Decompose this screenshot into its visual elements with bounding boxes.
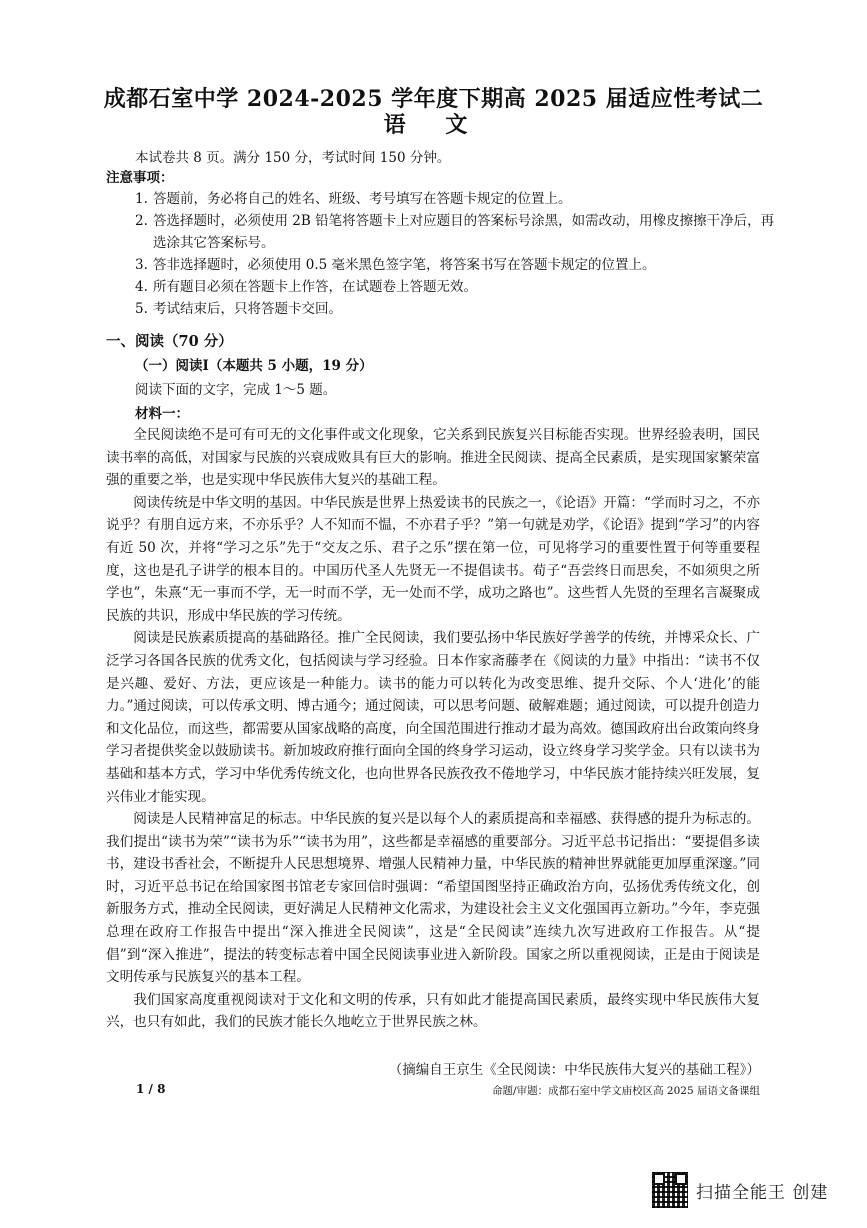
reading-instruction: 阅读下面的文字，完成 1～5 题。 xyxy=(135,382,337,398)
material-paragraph: 阅读是民族素质提高的基础路径。推广全民阅读，我们要弘扬中华民族好学善学的传统，并博采众长、广泛学习各国各民族的优秀文化，包括阅读与学习经验。日本作家斋藤孝在《阅读的力量》中指出：“读书不仅是兴趣、爱好、方法，更应该是一种能力。读书的能力可以转化为改变思维、提升交际、个人‘进化’的能力。”通过阅读，可以传承文明、博古通今；通过阅读，可以思考问题、破解难题；通过阅读，可以提升创造力和文化品位，而这些，都需要从国家战略的高度，向全国范围进行推动才最为高效。德国政府出台政策向终身学习者提供奖金以鼓励读书。新加坡政府推行面向全国的终身学习运动，设立终身学习奖学金。只有以读书为基础和基本方式，学习中华优秀传统文化，也向世界各民族孜孜不倦地学习，中华民族才能持续兴旺发展，复兴伟业才能实现。 xyxy=(106,630,760,805)
notice-item xyxy=(135,188,775,210)
notice-item xyxy=(135,210,775,254)
notice-heading: 注意事项： xyxy=(106,170,174,186)
notice-number: 5. xyxy=(135,301,148,317)
notice-number: 1. xyxy=(135,191,148,207)
material-label: 材料一： xyxy=(135,406,189,422)
material-paragraph: 全民阅读绝不是可有可无的文化事件或文化现象，它关系到民族复兴目标能否实现。世界经验表明，国民读书率的高低，对国家与民族的兴衰成败具有巨大的影响。推进全民阅读、提高全民素质，是实现国家繁荣富强的重要之举，也是实现中华民族伟大复兴的基础工程。 xyxy=(106,427,760,489)
notice-number: 2. xyxy=(135,213,148,229)
notice-item xyxy=(135,298,775,320)
exam-meta: 本试卷共 8 页。满分 150 分，考试时间 150 分钟。 xyxy=(135,150,451,166)
notice-text: 所有题目必须在答题卡上作答，在试题卷上答题无效。 xyxy=(153,279,477,295)
subsection-heading: （一）阅读Ⅰ（本题共 5 小题，19 分） xyxy=(135,358,373,374)
material-paragraph: 阅读是人民精神富足的标志。中华民族的复兴是以每个人的素质提高和幸福感、获得感的提升为标志的。我们提出“读书为荣”“读书为乐”“读书为用”，这些都是幸福感的重要部分。习近平总书记指出：“要提倡多读书，建设书香社会，不断提升人民思想境界、增强人民精神力量，中华民族的精神世界就能更加厚重深邃。”同时，习近平总书记在给国家图书馆老专家回信时强调：“希望国图坚持正确政治方向，弘扬优秀传统文化，创新服务方式，推动全民阅读，更好满足人民精神文化需求，为建设社会主义文化强国再立新功。”今年，李克强总理在政府工作报告中提出“深入推进全民阅读”，这是“全民阅读”连续九次写进政府工作报告。从“提倡”到“深入推进”，提法的转变标志着中国全民阅读事业进入新阶段。国家之所以重视阅读，正是由于阅读是文明传承与民族复兴的基本工程。 xyxy=(106,811,760,986)
material-paragraph: 我们国家高度重视阅读对于文化和文明的传承，只有如此才能提高国民素质，最终实现中华民族伟大复兴，也只有如此，我们的民族才能长久地屹立于世界民族之林。 xyxy=(106,991,760,1031)
notice-text: 答选择题时，必须使用 2B 铅笔将答题卡上对应题目的答案标号涂黑，如需改动，用橡皮擦擦干净后，再选涂其它答案标号。 xyxy=(153,213,775,251)
notice-number: 3. xyxy=(135,257,148,273)
material-body xyxy=(106,424,760,1034)
notice-text: 考试结束后，只将答题卡交回。 xyxy=(153,301,342,317)
notice-item xyxy=(135,276,775,298)
footer-credit: 命题/审题：成都石室中学文庙校区高 2025 届语文备课组 xyxy=(492,1085,760,1097)
material-source: （摘编自王京生《全民阅读：中华民族伟大复兴的基础工程》） xyxy=(388,1062,760,1078)
page-number: 1 / 8 xyxy=(136,1082,166,1096)
notice-text: 答非选择题时，必须使用 0.5 毫米黑色签字笔，将答案书写在答题卡规定的位置上。 xyxy=(153,257,656,273)
notice-list xyxy=(135,188,775,320)
section-heading: 一、阅读（70 分） xyxy=(106,333,233,350)
scanner-watermark xyxy=(652,1172,828,1208)
watermark-text: 扫描全能王 创建 xyxy=(696,1182,829,1203)
notice-text: 答题前，务必将自己的姓名、班级、考号填写在答题卡规定的位置上。 xyxy=(153,191,572,207)
notice-item xyxy=(135,254,775,276)
qr-code-icon xyxy=(652,1172,688,1208)
notice-number: 4. xyxy=(135,279,148,295)
subject-title: 语 文 xyxy=(383,112,484,138)
material-paragraph: 阅读传统是中华文明的基因。中华民族是世界上热爱读书的民族之一，《论语》开篇：“学而时习之，不亦说乎？有朋自远方来，不亦乐乎？人不知而不愠，不亦君子乎？”第一句就是劝学，《论语》提到“学习”的内容有近 50 次，并将“学习之乐”先于“交友之乐、君子之乐”摆在第一位，可见将学习的重要性置于何等重要程度，这也是孔子讲学的根本目的。中国历代圣人先贤无一不提倡读书。荀子“吾尝终日而思矣，不如须臾之所学也”，朱熹“无一事而不学，无一时而不学，无一处而不学，成功之路也”。这些哲人先贤的至理名言凝聚成民族的共识，形成中华民族的学习传统。 xyxy=(106,494,760,624)
exam-title: 成都石室中学 2024-2025 学年度下期高 2025 届适应性考试二 xyxy=(103,86,764,112)
